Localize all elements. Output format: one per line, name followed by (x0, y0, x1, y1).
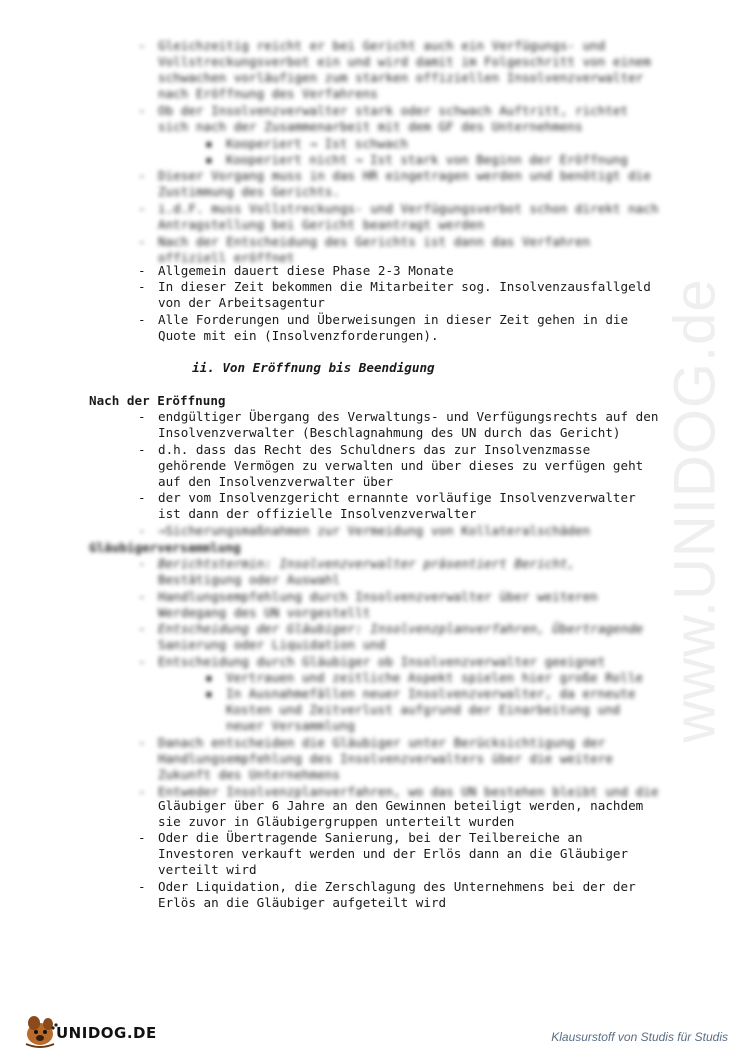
watermark-text: www.UNIDOG.de (662, 277, 728, 743)
dash-marker: - (138, 830, 146, 845)
dash-marker: - (138, 409, 146, 424)
dash-marker: - (138, 312, 146, 327)
list-item: Oder die Übertragende Sanierung, bei der Teilbereiche an (158, 830, 583, 845)
dash-marker: - (138, 263, 146, 278)
dash-marker: - (138, 490, 146, 505)
dash-marker: - (138, 556, 146, 571)
dash-marker: - (138, 523, 146, 538)
blurred-line: Berichtstermin: Insolvenzverwalter präsentiert Bericht, (158, 556, 576, 571)
blurred-line: Entweder Insolvenzplanverfahren, wo das UN bestehen bleibt und die (158, 784, 659, 799)
blurred-line: schwachen vorläufigen zum starken offiziellen Insolvenzverwalter (158, 70, 644, 85)
blurred-line: Nach der Entscheidung des Gerichts ist dann das Verfahren (158, 234, 591, 249)
blurred-line: Handlungsempfehlung durch Insolvenzverwalter über weiteren (158, 589, 598, 604)
list-item: verteilt wird (158, 862, 257, 877)
blurred-line: Ob der Insolvenzverwalter stark oder schwach Auftritt, richtet (158, 103, 629, 118)
footer-logo-text[interactable]: UNIDOG.DE (56, 1024, 157, 1042)
list-item: Erlös an die Gläubiger aufgeteilt wird (158, 895, 447, 910)
bullet-marker: ▪ (205, 686, 213, 701)
list-item: Quote mit ein (Insolvenzforderungen). (158, 328, 439, 343)
blurred-line: Dieser Vorgang muss in das HR eingetragen werden und benötigt die (158, 168, 651, 183)
footer-tagline: Klausurstoff von Studis für Studis (551, 1030, 728, 1044)
blurred-line: neuer Versammlung (226, 718, 355, 733)
dash-marker: - (138, 279, 146, 294)
list-item: Gläubiger über 6 Jahre an den Gewinnen beteiligt werden, nachdem (158, 798, 644, 813)
blurred-line: sich nach der Zusammenarbeit mit dem GF des Unternehmens (158, 119, 583, 134)
dash-marker: - (138, 442, 146, 457)
list-item: d.h. dass das Recht des Schuldners das zur Insolvenzmasse (158, 442, 591, 457)
list-item: von der Arbeitsagentur (158, 295, 325, 310)
list-item: Investoren verkauft werden und der Erlös dann an die Gläubiger (158, 846, 629, 861)
blurred-line: Danach entscheiden die Gläubiger unter Berücksichtigung der (158, 735, 606, 750)
dash-marker: - (138, 103, 146, 118)
dash-marker: - (138, 784, 146, 799)
blurred-line: Entscheidung der Gläubiger: Insolvenzplanverfahren, Übertragende (158, 621, 644, 636)
list-item: →Sicherungsmaßnahmen zur Vermeidung von Kollateralschäden (158, 523, 591, 538)
dash-marker: - (138, 38, 146, 53)
list-item: sie zuvor in Gläubigergruppen unterteilt wurden (158, 814, 515, 829)
bullet-marker: ▪ (205, 152, 213, 167)
list-item: der vom Insolvenzgericht ernannte vorläufige Insolvenzverwalter (158, 490, 636, 505)
blurred-line: nach Eröffnung des Verfahrens (158, 86, 378, 101)
blurred-line: Zustimmung des Gerichts. (158, 184, 340, 199)
blurred-line: Entscheidung durch Gläubiger ob Insolvenzverwalter geeignet (158, 654, 606, 669)
blurred-line: offiziell eröffnet (158, 250, 295, 265)
bullet-marker: ▪ (205, 136, 213, 151)
dash-marker: - (138, 654, 146, 669)
list-item: ist dann der offizielle Insolvenzverwalter (158, 506, 477, 521)
watermark (650, 277, 740, 743)
blurred-line: Sanierung oder Liquidation und (158, 637, 386, 652)
dash-marker: - (138, 234, 146, 249)
blurred-line: Werdegang des UN vorgestellt (158, 605, 371, 620)
list-item: endgültiger Übergang des Verwaltungs- und Verfügungsrechts auf den (158, 409, 659, 424)
dash-marker: - (138, 621, 146, 636)
blurred-line: Kosten und Zeitverlust aufgrund der Einarbeitung und (226, 702, 621, 717)
blurred-line: Vollstreckungsverbot ein und wird damit im Folgeschritt von einem (158, 54, 651, 69)
blurred-line: Antragstellung bei Gericht beantragt werden (158, 217, 485, 232)
blurred-line: Bestätigung oder Auswahl (158, 572, 340, 587)
dash-marker: - (138, 589, 146, 604)
dash-marker: - (138, 879, 146, 894)
list-item: gehörende Vermögen zu verwalten und über dieses zu verfügen geht (158, 458, 644, 473)
blurred-heading: Gläubigerversammlung (89, 540, 241, 555)
dash-marker: - (138, 201, 146, 216)
blurred-line: Gleichzeitig reicht er bei Gericht auch ein Verfügungs- und (158, 38, 606, 53)
bullet-marker: ▪ (205, 670, 213, 685)
list-item: Oder Liquidation, die Zerschlagung des Unternehmens bei der der (158, 879, 636, 894)
blurred-line: i.d.F. muss Vollstreckungs- und Verfügungsverbot schon direkt nach (158, 201, 659, 216)
blurred-line: Kooperiert → Ist schwach (226, 136, 408, 151)
list-item: Allgemein dauert diese Phase 2-3 Monate (158, 263, 454, 278)
blurred-line: Vertrauen und zeitliche Aspekt spielen hier große Rolle (226, 670, 644, 685)
blurred-line: Kooperiert nicht → Ist stark von Beginn der Eröffnung (226, 152, 628, 167)
list-item: In dieser Zeit bekommen die Mitarbeiter sog. Insolvenzausfallgeld (158, 279, 651, 294)
list-item: auf den Insolvenzverwalter über (158, 474, 394, 489)
list-item: Insolvenzverwalter (Beschlagnahmung des UN durch das Gericht) (158, 425, 621, 440)
blurred-line: Handlungsempfehlung des Insolvenzverwalters über die weitere (158, 751, 613, 766)
dash-marker: - (138, 735, 146, 750)
section-heading: Nach der Eröffnung (89, 393, 226, 408)
blurred-line: Zukunft des Unternehmens (158, 767, 340, 782)
blurred-line: In Ausnahmefällen neuer Insolvenzverwalter, da erneute (226, 686, 636, 701)
subheading: ii. Von Eröffnung bis Beendigung (192, 360, 435, 375)
dash-marker: - (138, 168, 146, 183)
list-item: Alle Forderungen und Überweisungen in dieser Zeit gehen in die (158, 312, 629, 327)
